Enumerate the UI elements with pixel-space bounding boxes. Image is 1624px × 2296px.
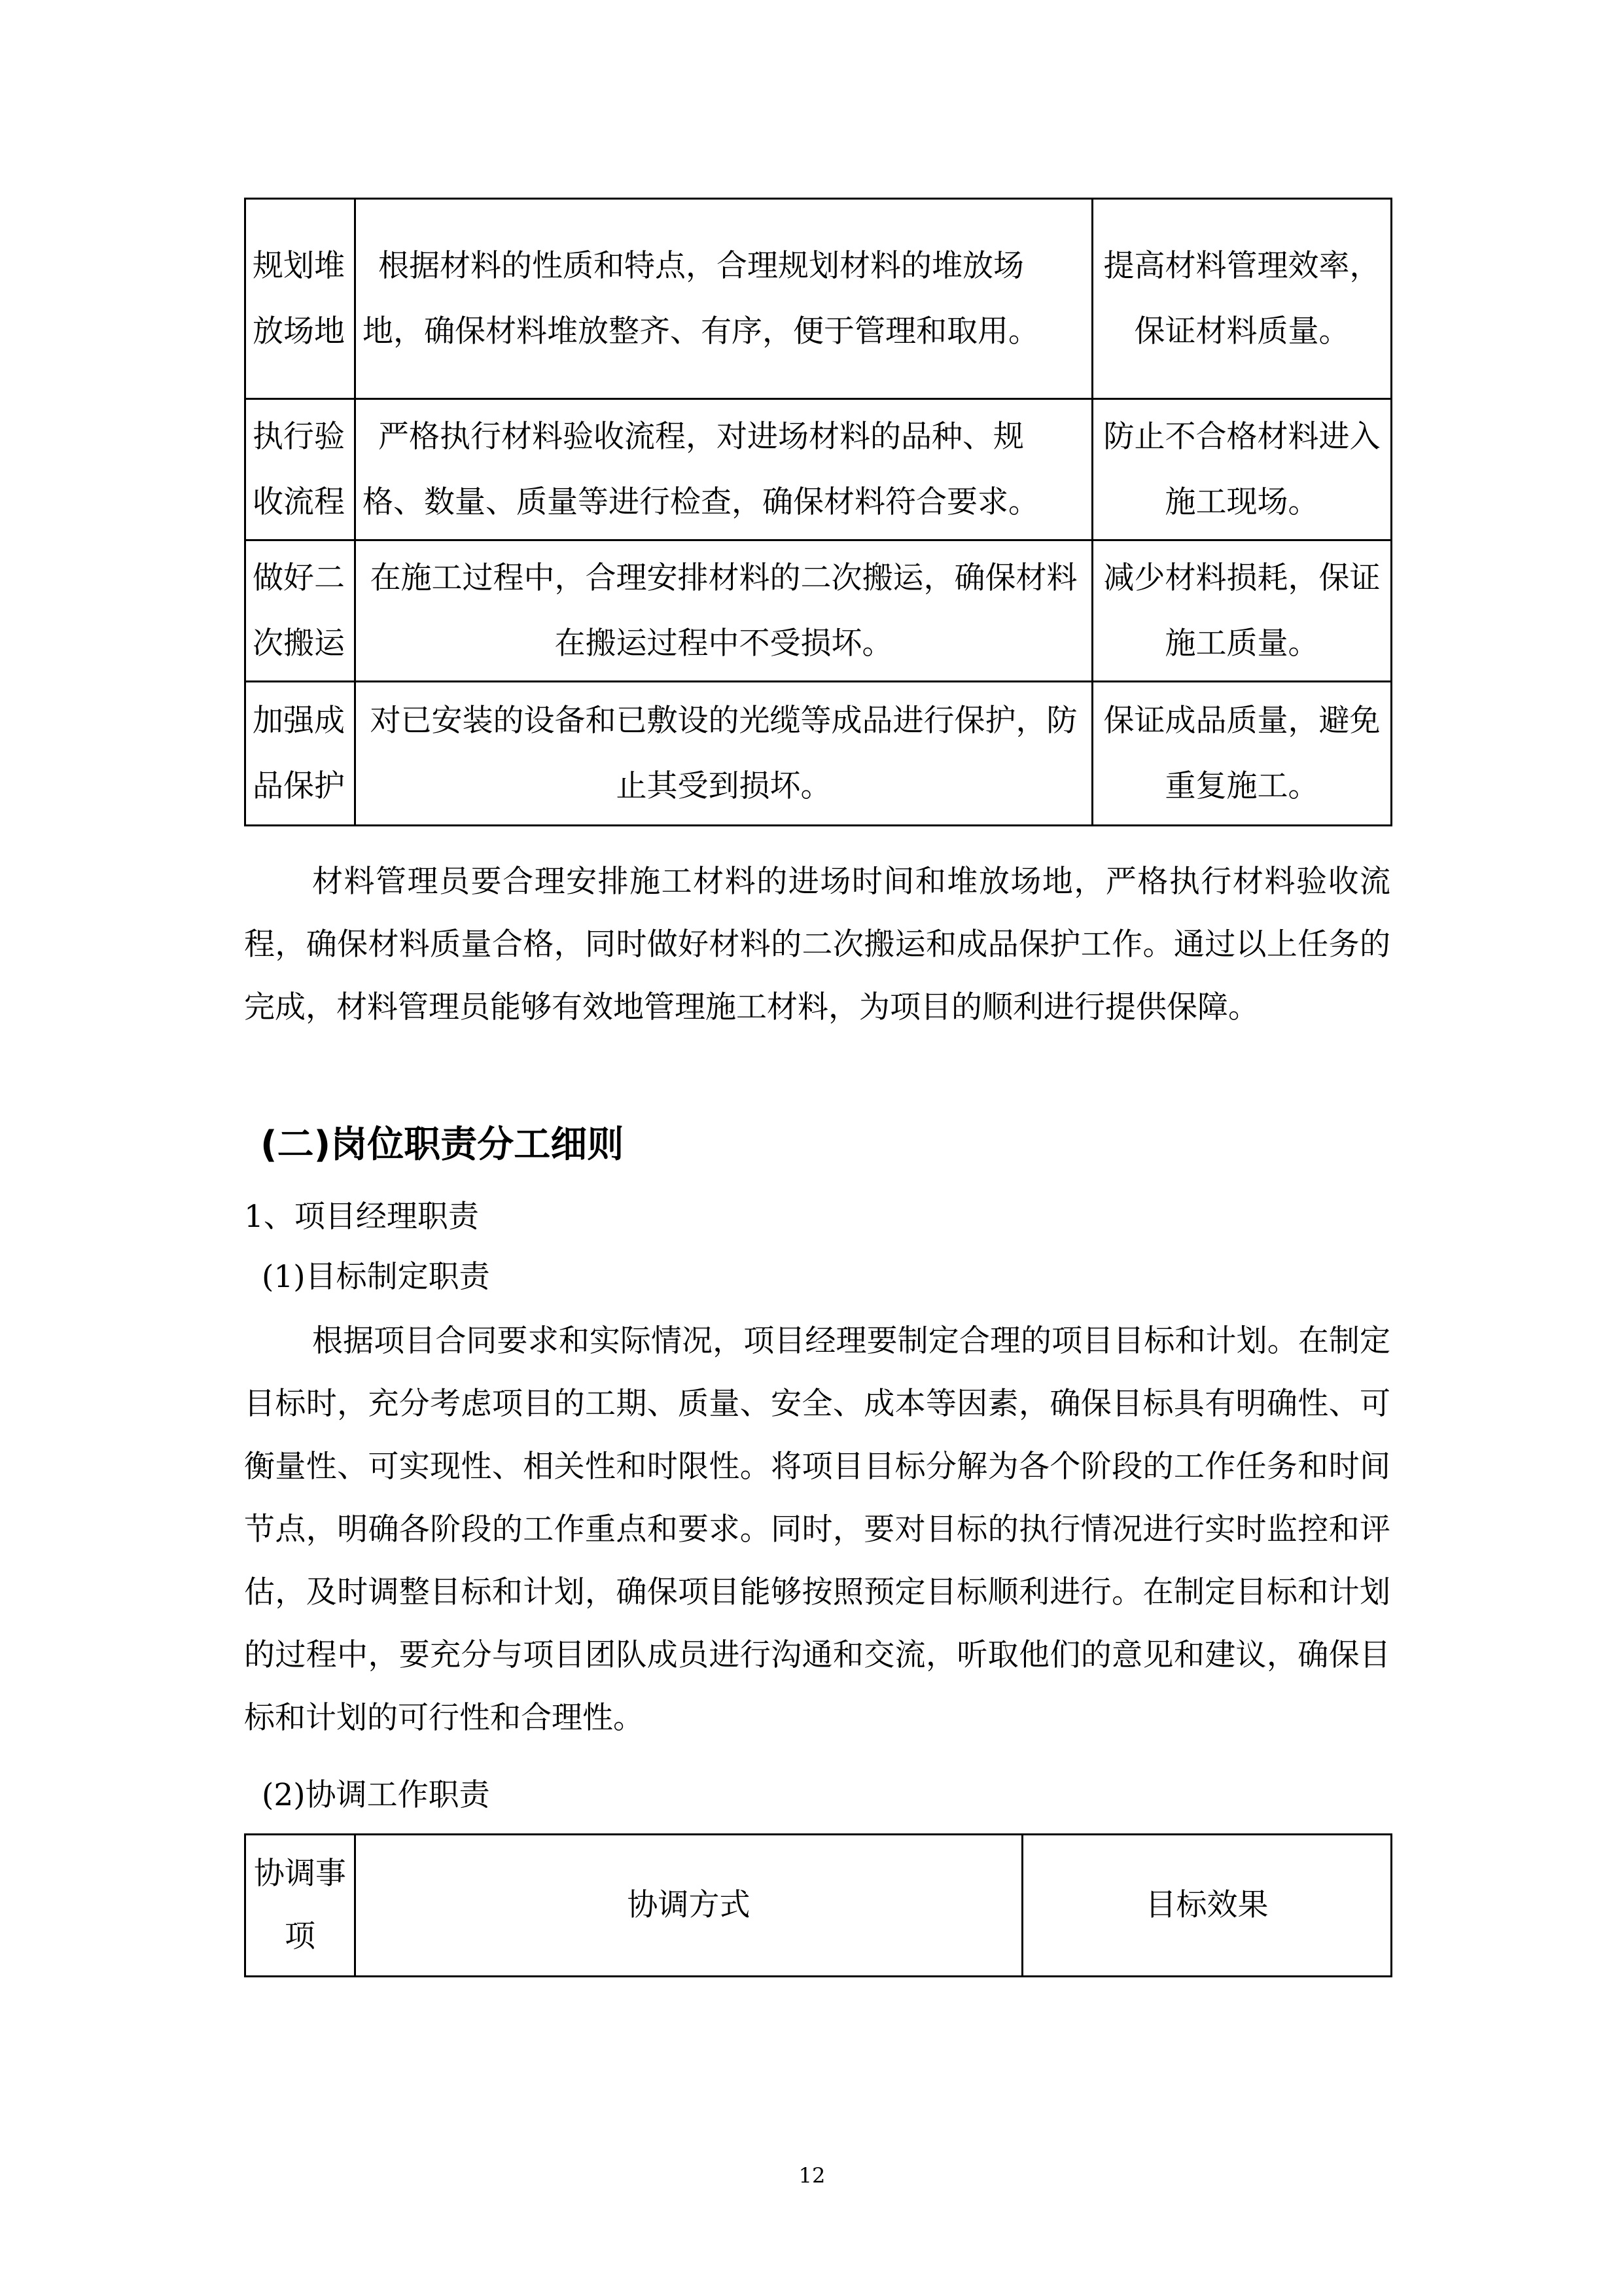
item1-paragraph: 根据项目合同要求和实际情况，项目经理要制定合理的项目目标和计划。在制定目标时，充分考虑项目的工期、质量、安全、成本等因素，确保目标具有明确性、可衡量性、可实现性、相关性和时限性。将项目目标分解为各个阶段的工作任务和时间节点，明确各阶段的工作重点和要求。同时，要对目标的执行情况进行实时监控和评估，及时调整目标和计划，确保项目能够按照预定目标顺利进行。在制定目标和计划的过程中，要充分与项目团队成员进行沟通和交流，听取他们的意见和建议，确保目标和计划的可行性和合理性。 bbox=[244, 1323, 1390, 1736]
table-cell-goal: 提高材料管理效率，保证材料质量。 bbox=[1093, 199, 1392, 399]
summary-paragraph: 材料管理员要合理安排施工材料的进场时间和堆放场地，严格执行材料验收流程，确保材料质量合格，同时做好材料的二次搬运和成品保护工作。通过以上任务的完成，材料管理员能够有效地管理施工材料，为项目的顺利进行提供保障。 bbox=[244, 864, 1390, 1025]
table-cell-item: 执行验收流程 bbox=[245, 399, 355, 540]
table-cell-goal: 保证成品质量，避免重复施工。 bbox=[1093, 682, 1392, 826]
table-cell-item: 做好二次搬运 bbox=[245, 540, 355, 682]
table-row bbox=[245, 199, 1392, 399]
header-cell-effect: 目标效果 bbox=[1023, 1835, 1392, 1977]
table-header-row bbox=[245, 1835, 1392, 1977]
table-cell-goal: 防止不合格材料进入施工现场。 bbox=[1093, 399, 1392, 540]
header-cell-method: 协调方式 bbox=[355, 1835, 1023, 1977]
table-cell-item: 加强成品保护 bbox=[245, 682, 355, 826]
table-cell-desc: 对已安装的设备和已敷设的光缆等成品进行保护，防止其受到损坏。 bbox=[355, 682, 1093, 826]
table-row bbox=[245, 540, 1392, 682]
table-row bbox=[245, 682, 1392, 826]
material-task-table bbox=[244, 198, 1392, 826]
page-number: 12 bbox=[798, 2163, 826, 2188]
table-cell-desc: 严格执行材料验收流程，对进场材料的品种、规格、数量、质量等进行检查，确保材料符合要求。 bbox=[355, 399, 1093, 540]
table-cell-desc: 在施工过程中，合理安排材料的二次搬运，确保材料在搬运过程中不受损坏。 bbox=[355, 540, 1093, 682]
item1-heading: (1)目标制定职责 bbox=[262, 1259, 490, 1295]
table-row bbox=[245, 399, 1392, 540]
section-heading: (二)岗位职责分工细则 bbox=[260, 1123, 624, 1166]
header-cell-item: 协调事项 bbox=[245, 1835, 355, 1977]
table-cell-item: 规划堆放场地 bbox=[245, 199, 355, 399]
table-cell-desc: 根据材料的性质和特点，合理规划材料的堆放场地，确保材料堆放整齐、有序，便于管理和取用。 bbox=[355, 199, 1093, 399]
item2-heading: (2)协调工作职责 bbox=[262, 1777, 490, 1813]
coordination-table bbox=[244, 1833, 1392, 1977]
table-cell-goal: 减少材料损耗，保证施工质量。 bbox=[1093, 540, 1392, 682]
subsection-heading: 1、项目经理职责 bbox=[244, 1199, 479, 1235]
